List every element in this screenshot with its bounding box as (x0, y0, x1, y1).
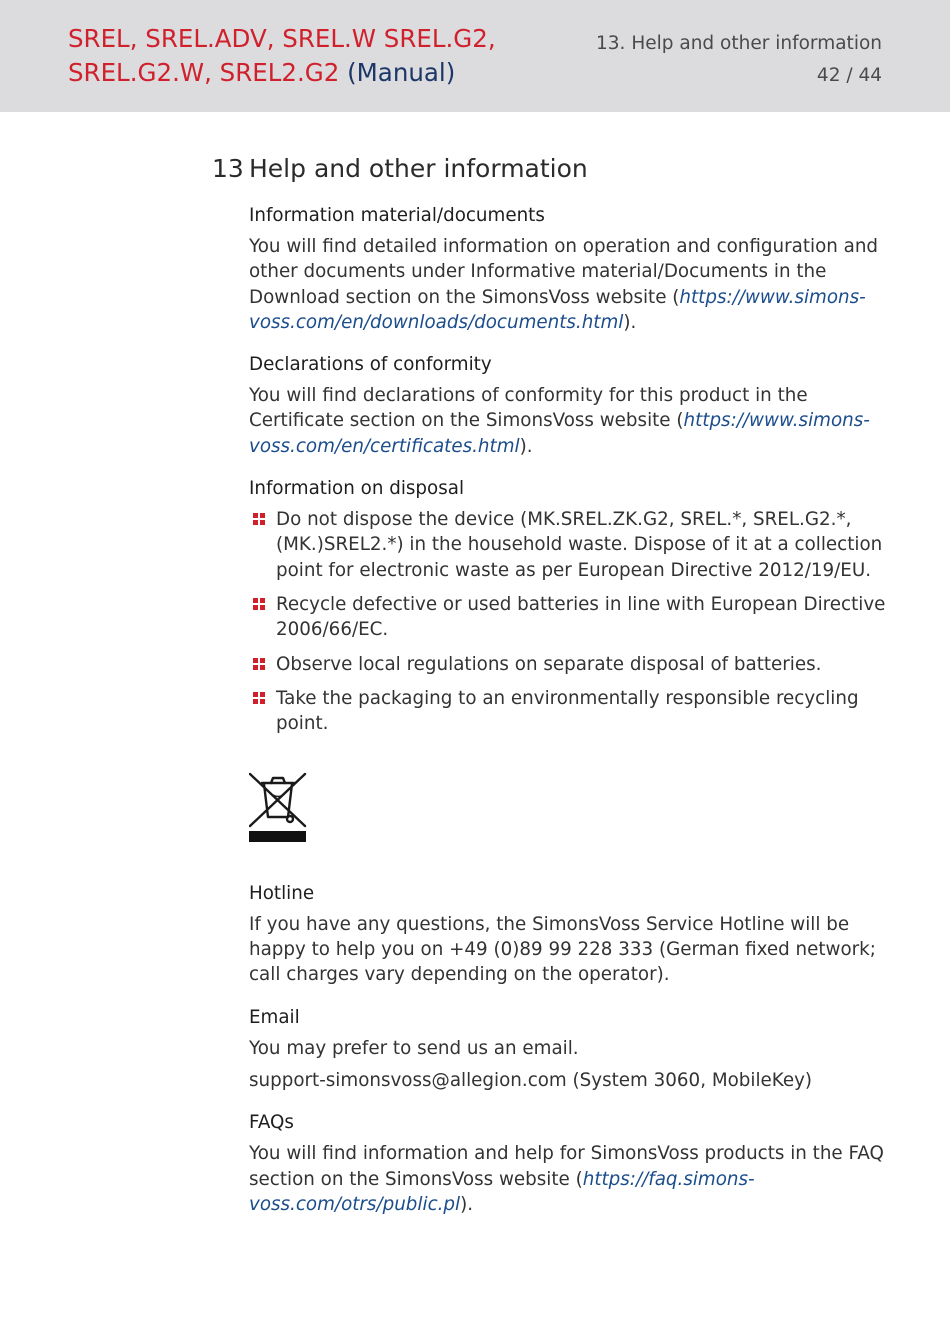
section-paragraph: If you have any questions, the SimonsVoss Service Hotline will be happy to help you on +49 (0)89 99 228 333 (German fixed network; call charges vary depending on the operator). (249, 913, 876, 986)
section-conformity (249, 352, 889, 459)
section-info-material (249, 203, 889, 335)
list-item: Take the packaging to an environmentally responsible recycling point. (249, 686, 889, 737)
document-title-line2: SREL.G2.W, SREL2.G2 (68, 58, 340, 87)
list-item: Observe local regulations on separate disposal of batteries. (249, 652, 889, 677)
chapter-number: 13 (212, 154, 244, 183)
section-heading: Hotline (249, 882, 315, 904)
section-paragraph: You will find declarations of conformity for this product in the Certificate section on the SimonsVoss website (https://www.simons-voss.com/en/certificates.html). (249, 385, 870, 457)
section-paragraph: You will find detailed information on operation and configuration and other documents under Informative material/Documents in the Download section on the SimonsVoss website (https://www.simons-voss.com/en/downloads/documents.html). (249, 236, 879, 333)
section-paragraph: You may prefer to send us an email. (249, 1037, 579, 1059)
bullet-icon (253, 692, 265, 704)
section-heading: FAQs (249, 1112, 294, 1134)
document-title (68, 22, 496, 90)
section-paragraph: You will find information and help for SimonsVoss products in the FAQ section on the SimonsVoss website (https://faq.simons-voss.com/otrs/public.pl). (249, 1143, 884, 1215)
section-disposal (249, 476, 889, 881)
section-heading: Email (249, 1006, 300, 1028)
section-faqs (249, 1110, 889, 1217)
chapter-heading (212, 154, 588, 183)
document-title-line1: SREL, SREL.ADV, SREL.W SREL.G2, (68, 24, 496, 53)
documents-link[interactable]: https://www.simons-voss.com/en/downloads/documents.html (249, 286, 866, 333)
header-section-title: 13. Help and other information (596, 33, 882, 54)
section-email (249, 1005, 889, 1094)
header-section-info (596, 28, 882, 92)
section-heading: Information material/documents (249, 205, 545, 226)
section-hotline (249, 881, 889, 988)
section-heading: Declarations of conformity (249, 354, 492, 376)
page-number: 42 / 44 (816, 65, 882, 86)
list-item: Do not dispose the device (MK.SREL.ZK.G2, SREL.*, SREL.G2.*, (MK.)SREL2.*) in the household waste. Dispose of it at a collection point for electronic waste as per European Directive 2012/19/EU. (249, 507, 889, 583)
document-title-manual: (Manual) (347, 58, 456, 87)
list-item: Recycle defective or used batteries in line with European Directive 2006/66/EC. (249, 592, 889, 643)
weee-crossed-bin-icon (249, 771, 307, 843)
section-heading: Information on disposal (249, 478, 465, 500)
main-content (249, 203, 889, 1234)
email-address: support-simonsvoss@allegion.com (System 3060, MobileKey) (249, 1069, 813, 1091)
chapter-title: Help and other information (249, 154, 588, 183)
bullet-icon (253, 598, 265, 610)
certificates-link[interactable]: https://www.simons-voss.com/en/certificates.html (249, 410, 870, 457)
faq-link[interactable]: https://faq.simons-voss.com/otrs/public.pl (249, 1168, 755, 1215)
bullet-icon (253, 513, 265, 525)
disposal-list (249, 507, 889, 736)
page-header (0, 0, 950, 112)
bullet-icon (253, 658, 265, 670)
